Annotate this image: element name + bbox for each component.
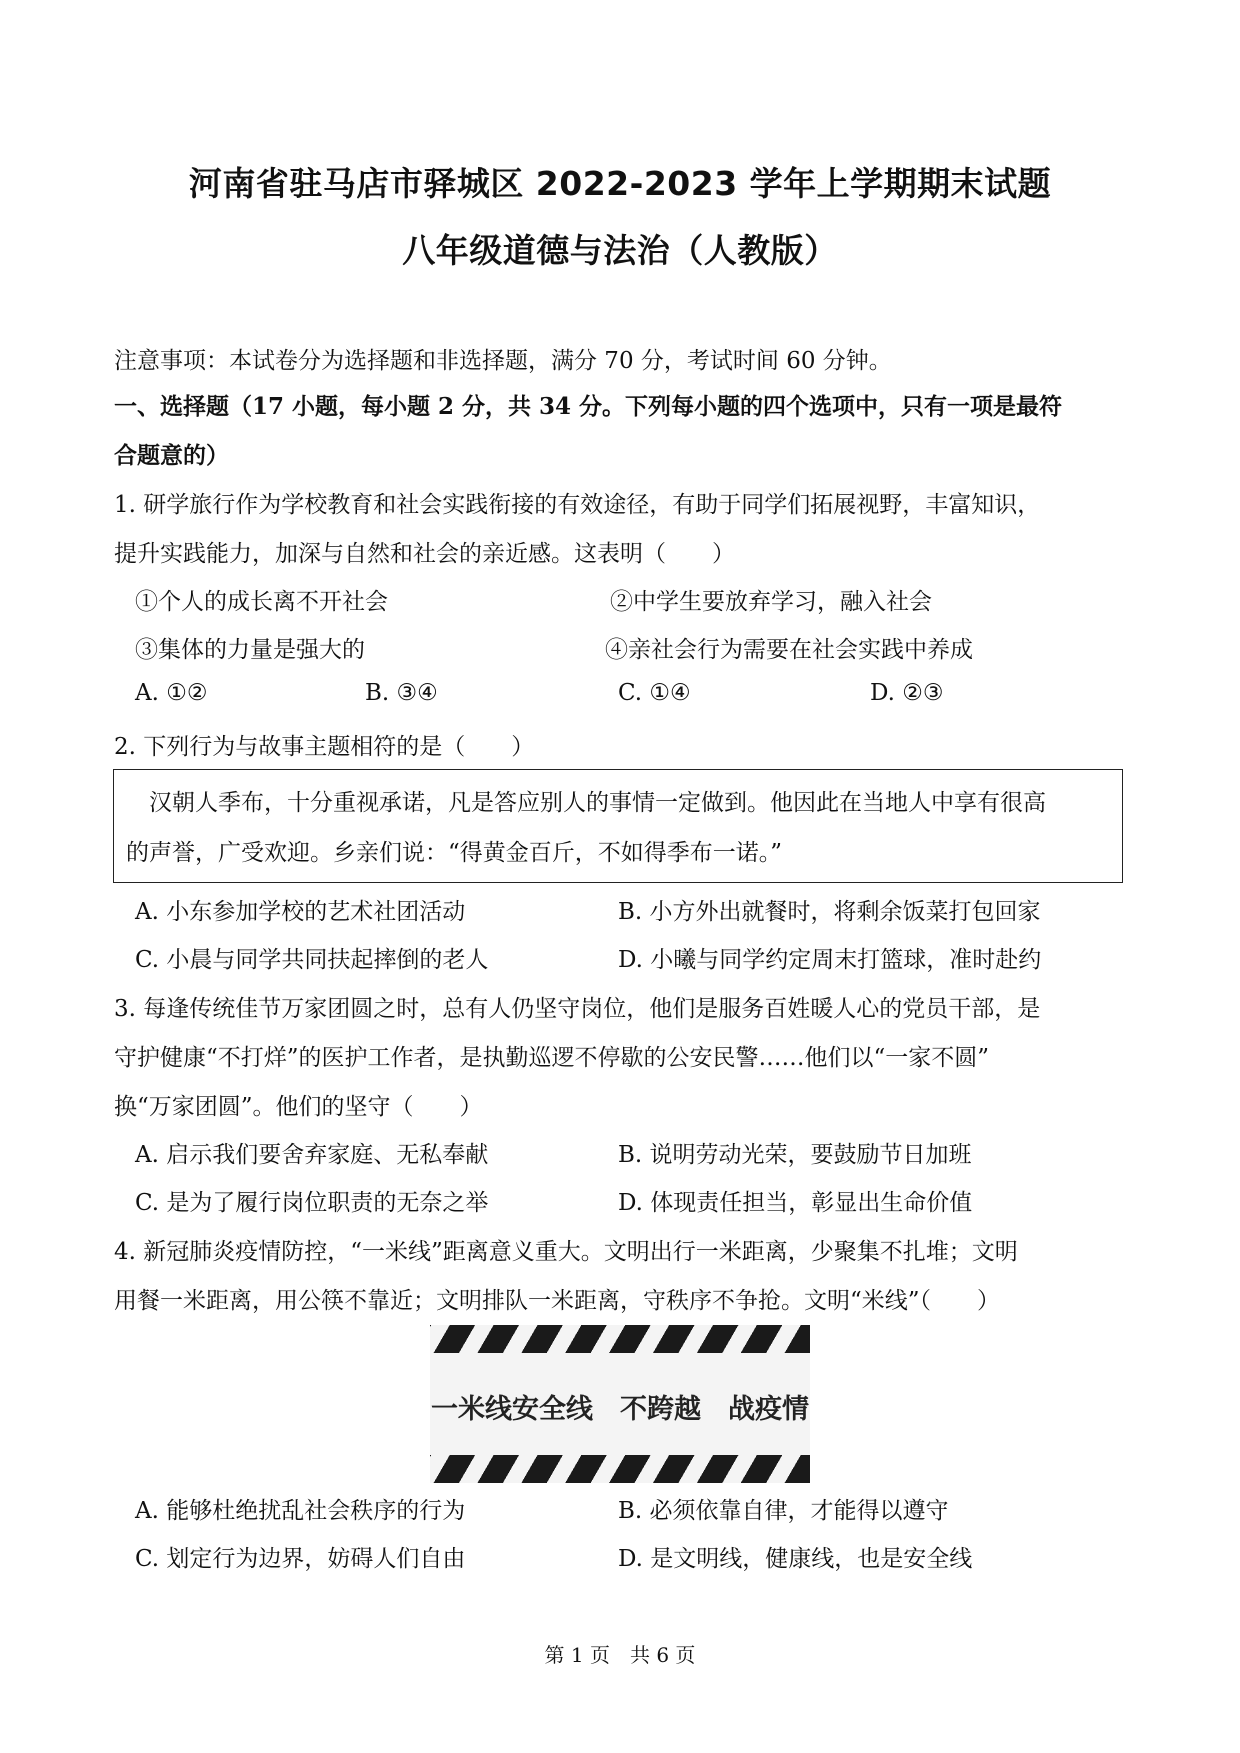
exam-subtitle: 八年级道德与法治（人教版） <box>402 231 838 270</box>
q2-option-b: B. 小方外出就餐时，将剩余饭菜打包回家 <box>618 899 1041 925</box>
q4-option-a: A. 能够杜绝扰乱社会秩序的行为 <box>135 1498 466 1524</box>
q1-statement-1: ①个人的成长离不开社会 <box>135 589 388 615</box>
q4-option-b: B. 必须依靠自律，才能得以遵守 <box>618 1498 949 1524</box>
q2-option-a: A. 小东参加学校的艺术社团活动 <box>135 899 466 925</box>
q4-option-c: C. 划定行为边界，妨碍人们自由 <box>135 1546 466 1572</box>
q3-option-d: D. 体现责任担当，彰显出生命价值 <box>618 1190 973 1216</box>
q2-option-d: D. 小曦与同学约定周末打篮球，准时赴约 <box>618 947 1042 973</box>
q1-statement-3: ③集体的力量是强大的 <box>135 637 365 663</box>
hazard-stripe-top <box>430 1325 810 1353</box>
page-footer: 第 1 页 共 6 页 <box>544 1643 696 1667</box>
q3-stem-line2: 守护健康“不打烊”的医护工作者，是执勤巡逻不停歇的公安民警……他们以“一家不圆” <box>114 1045 990 1071</box>
q2-option-c: C. 小晨与同学共同扶起摔倒的老人 <box>135 947 489 973</box>
q3-option-a: A. 启示我们要舍弃家庭、无私奉献 <box>135 1142 489 1168</box>
hazard-stripe-bottom <box>430 1455 810 1483</box>
exam-title: 河南省驻马店市驿城区 2022-2023 学年上学期期末试题 <box>188 164 1052 203</box>
notice-text: 注意事项：本试卷分为选择题和非选择题，满分 70 分，考试时间 60 分钟。 <box>114 348 892 374</box>
one-meter-line-sign-image <box>430 1325 810 1483</box>
section-heading-line2: 合题意的） <box>114 442 229 469</box>
q1-option-d: D. ②③ <box>870 680 944 706</box>
q2-stem: 2. 下列行为与故事主题相符的是（ ） <box>114 734 535 760</box>
q1-statement-4: ④亲社会行为需要在社会实践中养成 <box>605 637 973 663</box>
q1-option-a: A. ①② <box>135 680 208 706</box>
q3-option-b: B. 说明劳动光荣，要鼓励节日加班 <box>618 1142 972 1168</box>
q2-story-line2: 的声誉，广受欢迎。乡亲们说：“得黄金百斤，不如得季布一诺。” <box>126 840 783 866</box>
q2-story-line1: 汉朝人季布，十分重视承诺，凡是答应别人的事情一定做到。他因此在当地人中享有很高 <box>126 790 1046 816</box>
sign-caption: 一米线安全线 不跨越 战疫情 <box>431 1394 809 1425</box>
q1-option-c: C. ①④ <box>618 680 691 706</box>
q2-story-box <box>113 769 1123 883</box>
q3-option-c: C. 是为了履行岗位职责的无奈之举 <box>135 1190 489 1216</box>
q1-stem-line1: 1. 研学旅行作为学校教育和社会实践衔接的有效途径，有助于同学们拓展视野，丰富知识， <box>114 492 1041 518</box>
q4-stem-line1: 4. 新冠肺炎疫情防控，“一米线”距离意义重大。文明出行一米距离，少聚集不扎堆；文明 <box>114 1239 1018 1265</box>
q4-option-d: D. 是文明线，健康线，也是安全线 <box>618 1546 973 1572</box>
q1-option-b: B. ③④ <box>365 680 438 706</box>
section-heading-line1: 一、选择题（17 小题，每小题 2 分，共 34 分。下列每小题的四个选项中，只有一项是最符 <box>114 393 1063 420</box>
q3-stem-line1: 3. 每逢传统佳节万家团圆之时，总有人仍坚守岗位，他们是服务百姓暖人心的党员干部，是 <box>114 996 1041 1022</box>
q1-statement-2: ②中学生要放弃学习，融入社会 <box>610 589 932 615</box>
q1-stem-line2: 提升实践能力，加深与自然和社会的亲近感。这表明（ ） <box>114 541 735 567</box>
q3-stem-line3: 换“万家团圆”。他们的坚守（ ） <box>114 1094 483 1120</box>
q4-stem-line2: 用餐一米距离，用公筷不靠近；文明排队一米距离，守秩序不争抢。文明“米线”（ ） <box>114 1288 1001 1314</box>
